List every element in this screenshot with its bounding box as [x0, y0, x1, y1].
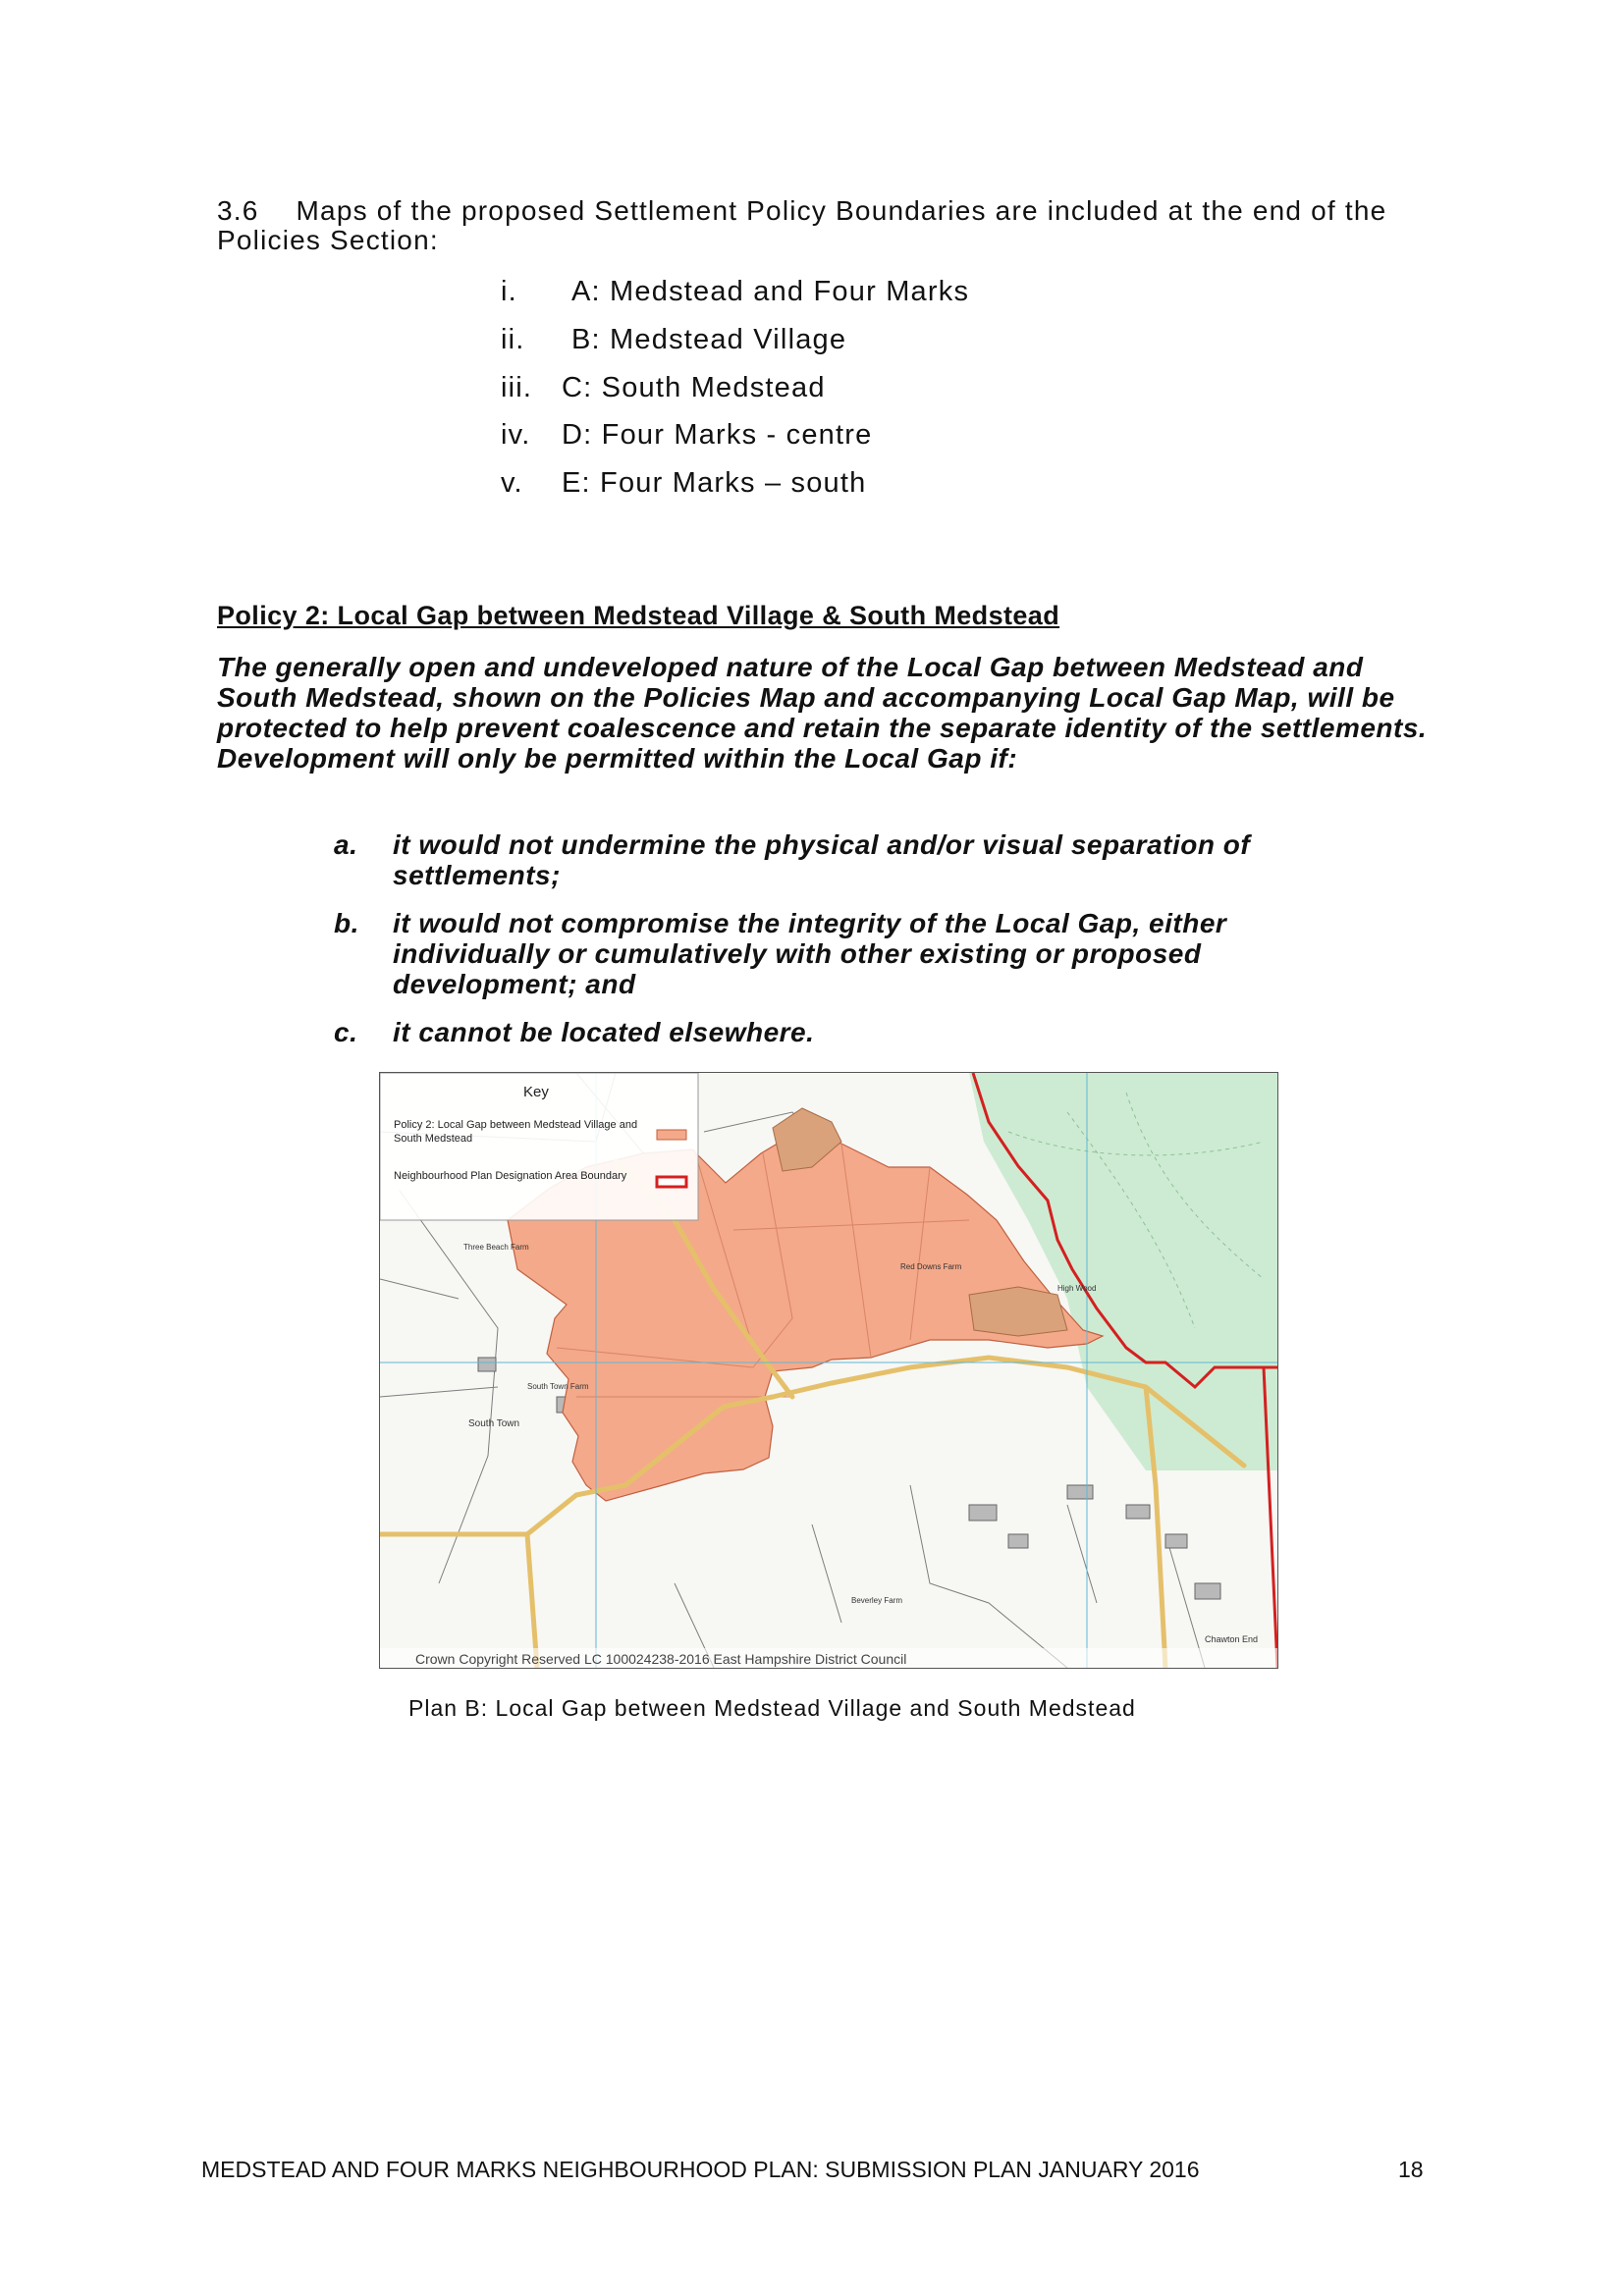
- criterion-item: [334, 908, 1335, 999]
- policy-text: The generally open and undeveloped nature of the Local Gap between Medstead and South Medstead, shown on the Policies Map and accompanying Local Gap Map, will be protected to help prevent coalescence and retain the separate identity of the settlements. Development will only be permitted within the Local Gap if:: [217, 652, 1428, 774]
- list-item: iii. C: South Medstead: [501, 372, 826, 403]
- criterion-text: it would not undermine the physical and/or visual separation of settlements;: [393, 829, 1251, 890]
- list-item: v. E: Four Marks – south: [501, 467, 867, 499]
- map-label-three-beach-farm: Three Beach Farm: [463, 1243, 529, 1252]
- map-key-title: Key: [523, 1084, 549, 1100]
- map-label-red-downs-farm: Red Downs Farm: [900, 1262, 962, 1271]
- map-copyright: Crown Copyright Reserved LC 100024238-2016 East Hampshire District Council: [415, 1651, 907, 1667]
- list-item: i. A: Medstead and Four Marks: [501, 276, 970, 307]
- intro-number: 3.6: [217, 195, 259, 226]
- intro-text: Maps of the proposed Settlement Policy Boundaries are included at the end of the Policies Section:: [217, 195, 1387, 255]
- criterion-item: [334, 829, 1335, 890]
- map-label-south-town: South Town: [468, 1418, 520, 1429]
- criterion-letter: c.: [334, 1017, 358, 1047]
- figure-caption: Plan B: Local Gap between Medstead Village and South Medstead: [408, 1695, 1136, 1721]
- map-label-south-town-farm: South Town Farm: [527, 1382, 589, 1391]
- map-label-beverley-farm: Beverley Farm: [851, 1596, 903, 1605]
- criterion-text: it would not compromise the integrity of the Local Gap, either individually or cumulatively with other existing or proposed development; and: [393, 908, 1227, 999]
- map-key-boundary-label: Neighbourhood Plan Designation Area Boundary: [394, 1170, 627, 1182]
- map-label-chawton-end: Chawton End: [1205, 1634, 1259, 1644]
- list-item: iv. D: Four Marks - centre: [501, 419, 873, 451]
- policy-heading: Policy 2: Local Gap between Medstead Village & South Medstead: [217, 601, 1060, 630]
- criterion-letter: b.: [334, 908, 359, 938]
- page-footer: MEDSTEAD AND FOUR MARKS NEIGHBOURHOOD PLAN: SUBMISSION PLAN JANUARY 2016: [201, 2157, 1200, 2182]
- page-number: 18: [1398, 2157, 1424, 2182]
- local-gap-map: [379, 1072, 1278, 1669]
- map-graphic: [380, 1073, 1277, 1668]
- criterion-text: it cannot be located elsewhere.: [393, 1017, 815, 1047]
- map-label-high-wood: High Wood: [1057, 1284, 1097, 1293]
- criterion-item: [334, 1017, 1335, 1047]
- intro-paragraph: [217, 196, 1435, 255]
- criterion-letter: a.: [334, 829, 358, 860]
- map-key-gap-label: Policy 2: Local Gap between Medstead Village and South Medstead: [394, 1119, 638, 1145]
- list-item: ii. B: Medstead Village: [501, 324, 847, 355]
